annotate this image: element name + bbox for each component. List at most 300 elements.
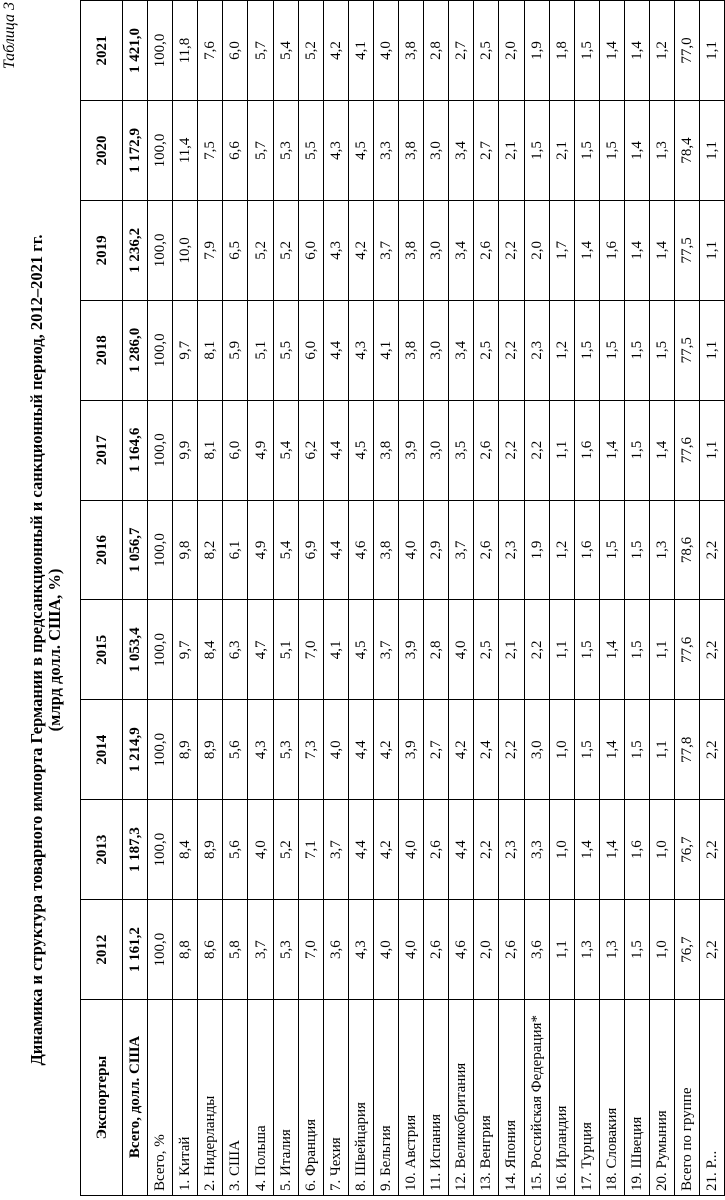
table-cell: 3,7 xyxy=(373,200,398,300)
table-cell: 1,2 xyxy=(649,1,674,101)
table-cell: 3,9 xyxy=(399,700,424,800)
table-cell: 4,2 xyxy=(373,800,398,900)
table-cell: 5,3 xyxy=(273,900,298,1000)
table-cell: 1,4 xyxy=(649,400,674,500)
table-cell: 1,5 xyxy=(624,300,649,400)
year-header: 2019 xyxy=(81,200,123,300)
table-cell: 1,5 xyxy=(574,600,599,700)
table-cell: 8,6 xyxy=(198,900,223,1000)
table-cell: 3,7 xyxy=(323,800,348,900)
table-cell: 3,6 xyxy=(524,900,549,1000)
table-cell: 4,4 xyxy=(348,700,373,800)
table-cell: 8,9 xyxy=(198,800,223,900)
table-cell: 1,1 xyxy=(549,400,574,500)
table-cell: 1 053,4 xyxy=(123,600,148,700)
table-cell: 100,0 xyxy=(148,1,173,101)
row-label: 6. Франция xyxy=(298,1000,323,1196)
table-cell: 1,5 xyxy=(599,100,624,200)
table-cell: 1,1 xyxy=(700,1,725,101)
table-cell: 4,5 xyxy=(348,400,373,500)
table-cell: 3,4 xyxy=(449,200,474,300)
table-cell: 1,5 xyxy=(624,400,649,500)
table-cell: 2,6 xyxy=(499,900,524,1000)
table-row xyxy=(549,1,574,1196)
table-cell: 4,4 xyxy=(348,800,373,900)
table-row xyxy=(173,1,198,1196)
table-cell: 4,3 xyxy=(348,900,373,1000)
table-cell: 5,3 xyxy=(273,100,298,200)
table-cell: 7,1 xyxy=(298,800,323,900)
table-cell: 2,7 xyxy=(424,700,449,800)
row-label: 17. Турция xyxy=(574,1000,599,1196)
table-title xyxy=(28,180,64,1120)
row-label: 19. Швеция xyxy=(624,1000,649,1196)
table-cell: 2,2 xyxy=(700,900,725,1000)
table-cell: 4,0 xyxy=(373,1,398,101)
table-cell: 2,2 xyxy=(524,400,549,500)
table-cell: 4,2 xyxy=(449,700,474,800)
table-cell: 2,2 xyxy=(524,600,549,700)
table-cell: 100,0 xyxy=(148,800,173,900)
row-label: 2. Нидерланды xyxy=(198,1000,223,1196)
table-cell: 1,5 xyxy=(599,500,624,600)
table-cell: 3,0 xyxy=(424,300,449,400)
table-row xyxy=(474,1,499,1196)
table-cell: 5,7 xyxy=(248,1,273,101)
row-label: Всего, % xyxy=(148,1000,173,1196)
table-cell: 5,4 xyxy=(273,1,298,101)
table-cell: 4,4 xyxy=(323,400,348,500)
table-cell: 2,2 xyxy=(499,300,524,400)
table-cell: 1,5 xyxy=(574,700,599,800)
table-cell: 2,5 xyxy=(474,600,499,700)
row-label: 1. Китай xyxy=(173,1000,198,1196)
row-label: Всего, долл. США xyxy=(123,1000,148,1196)
table-cell: 5,2 xyxy=(298,1,323,101)
year-header: 2014 xyxy=(81,700,123,800)
table-cell: 2,3 xyxy=(499,500,524,600)
table-cell: 3,5 xyxy=(449,400,474,500)
table-cell: 1,1 xyxy=(700,200,725,300)
row-label: 8. Швейцария xyxy=(348,1000,373,1196)
table-cell: 2,2 xyxy=(700,700,725,800)
table-cell: 2,3 xyxy=(499,800,524,900)
table-cell: 9,9 xyxy=(173,400,198,500)
table-cell: 2,1 xyxy=(499,600,524,700)
table-cell: 4,3 xyxy=(323,200,348,300)
table-cell: 1,5 xyxy=(624,600,649,700)
cut-off-row xyxy=(700,1,725,1196)
table-cell: 100,0 xyxy=(148,700,173,800)
year-header: 2012 xyxy=(81,900,123,1000)
table-cell: 4,3 xyxy=(323,100,348,200)
table-caption: Таблица 3 xyxy=(1,2,18,70)
table-cell: 77,0 xyxy=(675,1,700,101)
table-cell: 3,7 xyxy=(449,500,474,600)
row-label: 13. Венгрия xyxy=(474,1000,499,1196)
table-cell: 5,6 xyxy=(223,800,248,900)
exporters-header: Экспортеры xyxy=(81,1000,123,1196)
table-cell: 1,3 xyxy=(574,900,599,1000)
table-cell: 10,0 xyxy=(173,200,198,300)
table-cell: 1,0 xyxy=(649,800,674,900)
year-header: 2016 xyxy=(81,500,123,600)
table-cell: 2,2 xyxy=(700,800,725,900)
table-row xyxy=(273,1,298,1196)
import-structure-table xyxy=(80,0,725,1196)
table-cell: 2,2 xyxy=(700,500,725,600)
table-cell: 77,8 xyxy=(675,700,700,800)
table-cell: 1,1 xyxy=(549,900,574,1000)
table-cell: 1 172,9 xyxy=(123,100,148,200)
table-row xyxy=(574,1,599,1196)
row-label: 4. Польша xyxy=(248,1000,273,1196)
year-header: 2021 xyxy=(81,1,123,101)
table-cell: 77,6 xyxy=(675,600,700,700)
table-cell: 3,0 xyxy=(524,700,549,800)
table-cell: 5,4 xyxy=(273,500,298,600)
table-cell: 4,6 xyxy=(348,500,373,600)
table-cell: 1,1 xyxy=(700,100,725,200)
table-cell: 4,1 xyxy=(323,600,348,700)
table-cell: 4,9 xyxy=(248,500,273,600)
table-cell: 1,5 xyxy=(524,100,549,200)
table-cell: 1,5 xyxy=(599,300,624,400)
table-cell: 4,1 xyxy=(373,300,398,400)
table-cell: 6,0 xyxy=(223,400,248,500)
table-cell: 6,0 xyxy=(223,1,248,101)
table-cell: 2,9 xyxy=(424,500,449,600)
table-cell: 4,7 xyxy=(248,600,273,700)
table-cell: 2,8 xyxy=(424,1,449,101)
table-cell: 2,2 xyxy=(700,600,725,700)
table-title-line-2: (млрд долл. США, %) xyxy=(45,568,64,732)
table-cell: 5,2 xyxy=(273,200,298,300)
table-cell: 1,4 xyxy=(599,600,624,700)
table-cell: 4,2 xyxy=(348,200,373,300)
table-cell: 1,5 xyxy=(574,100,599,200)
table-cell: 11,4 xyxy=(173,100,198,200)
table-row xyxy=(499,1,524,1196)
table-cell: 1,5 xyxy=(574,1,599,101)
table-cell: 4,4 xyxy=(323,300,348,400)
table-cell: 1,5 xyxy=(624,700,649,800)
table-cell: 100,0 xyxy=(148,900,173,1000)
table-cell: 78,4 xyxy=(675,100,700,200)
table-row xyxy=(373,1,398,1196)
table-cell: 2,3 xyxy=(524,300,549,400)
table-cell: 9,7 xyxy=(173,600,198,700)
table-cell: 1,1 xyxy=(700,300,725,400)
table-cell: 4,4 xyxy=(323,500,348,600)
row-label: 11. Испания xyxy=(424,1000,449,1196)
table-cell: 4,3 xyxy=(348,300,373,400)
table-cell: 100,0 xyxy=(148,100,173,200)
totals-usd-row xyxy=(123,1,148,1196)
table-cell: 6,6 xyxy=(223,100,248,200)
table-cell: 4,3 xyxy=(248,700,273,800)
table-cell: 100,0 xyxy=(148,500,173,600)
table-cell: 9,7 xyxy=(173,300,198,400)
table-cell: 5,9 xyxy=(223,300,248,400)
table-cell: 3,0 xyxy=(424,400,449,500)
table-cell: 3,7 xyxy=(248,900,273,1000)
table-cell: 6,0 xyxy=(298,300,323,400)
table-cell: 1,5 xyxy=(574,300,599,400)
table-cell: 1,2 xyxy=(549,300,574,400)
table-cell: 2,1 xyxy=(499,100,524,200)
table-cell: 3,8 xyxy=(399,200,424,300)
header-row xyxy=(81,1,123,1196)
table-cell: 5,8 xyxy=(223,900,248,1000)
table-cell: 2,5 xyxy=(474,300,499,400)
table-cell: 1,4 xyxy=(649,200,674,300)
table-cell: 3,3 xyxy=(373,100,398,200)
row-label: 7. Чехия xyxy=(323,1000,348,1196)
table-cell: 76,7 xyxy=(675,900,700,1000)
table-cell: 100,0 xyxy=(148,600,173,700)
table-cell: 7,0 xyxy=(298,600,323,700)
table-cell: 1 236,2 xyxy=(123,200,148,300)
row-label: 15. Российская Федерация* xyxy=(524,1000,549,1196)
table-cell: 1 286,0 xyxy=(123,300,148,400)
table-cell: 2,0 xyxy=(524,200,549,300)
table-cell: 1,0 xyxy=(549,800,574,900)
row-label: 20. Румыния xyxy=(649,1000,674,1196)
table-cell: 1,6 xyxy=(574,400,599,500)
table-row xyxy=(449,1,474,1196)
table-cell: 4,2 xyxy=(323,1,348,101)
table-cell: 4,2 xyxy=(373,700,398,800)
table-cell: 4,5 xyxy=(348,100,373,200)
table-cell: 3,4 xyxy=(449,300,474,400)
table-cell: 100,0 xyxy=(148,300,173,400)
table-cell: 2,2 xyxy=(474,800,499,900)
table-cell: 8,4 xyxy=(173,800,198,900)
table-cell: 2,5 xyxy=(474,1,499,101)
table-row xyxy=(323,1,348,1196)
table-cell: 2,7 xyxy=(449,1,474,101)
table-cell: 1,4 xyxy=(574,200,599,300)
table-cell: 7,3 xyxy=(298,700,323,800)
table-row xyxy=(424,1,449,1196)
table-cell: 4,0 xyxy=(399,500,424,600)
table-cell: 3,8 xyxy=(399,100,424,200)
row-label: 9. Бельгия xyxy=(373,1000,398,1196)
year-header: 2015 xyxy=(81,600,123,700)
table-cell: 2,8 xyxy=(424,600,449,700)
table-cell: 1,7 xyxy=(549,200,574,300)
table-cell: 4,0 xyxy=(373,900,398,1000)
table-cell: 5,7 xyxy=(248,100,273,200)
table-row xyxy=(348,1,373,1196)
table-cell: 8,4 xyxy=(198,600,223,700)
table-cell: 1,4 xyxy=(624,100,649,200)
table-cell: 7,9 xyxy=(198,200,223,300)
table-cell: 1,5 xyxy=(649,300,674,400)
row-label: 16. Ирландия xyxy=(549,1000,574,1196)
table-row xyxy=(248,1,273,1196)
row-label: 12. Великобритания xyxy=(449,1000,474,1196)
table-cell: 3,8 xyxy=(399,1,424,101)
table-cell: 4,0 xyxy=(323,700,348,800)
table-cell: 3,8 xyxy=(373,400,398,500)
table-cell: 78,6 xyxy=(675,500,700,600)
table-cell: 3,0 xyxy=(424,200,449,300)
table-cell: 2,2 xyxy=(499,400,524,500)
year-header: 2020 xyxy=(81,100,123,200)
table-cell: 1,6 xyxy=(574,500,599,600)
table-cell: 100,0 xyxy=(148,200,173,300)
table-cell: 1 161,2 xyxy=(123,900,148,1000)
table-cell: 1,1 xyxy=(649,700,674,800)
table-cell: 1,1 xyxy=(549,600,574,700)
table-cell: 3,4 xyxy=(449,100,474,200)
row-label: 18. Словакия xyxy=(599,1000,624,1196)
table-cell: 9,8 xyxy=(173,500,198,600)
table-row xyxy=(399,1,424,1196)
table-cell: 1,4 xyxy=(599,400,624,500)
table-cell: 4,1 xyxy=(348,1,373,101)
table-cell: 1,3 xyxy=(599,900,624,1000)
table-row xyxy=(198,1,223,1196)
table-cell: 7,0 xyxy=(298,900,323,1000)
table-cell: 11,8 xyxy=(173,1,198,101)
table-row xyxy=(599,1,624,1196)
table-cell: 2,1 xyxy=(549,100,574,200)
table-cell: 5,2 xyxy=(273,800,298,900)
table-cell: 2,4 xyxy=(474,700,499,800)
table-cell: 1,9 xyxy=(524,1,549,101)
table-cell: 1 164,6 xyxy=(123,400,148,500)
table-cell: 2,0 xyxy=(474,900,499,1000)
table-cell: 6,2 xyxy=(298,400,323,500)
table-cell: 2,6 xyxy=(424,900,449,1000)
table-cell: 7,5 xyxy=(198,100,223,200)
table-cell: 2,7 xyxy=(474,100,499,200)
table-cell: 1 214,9 xyxy=(123,700,148,800)
row-label: 10. Австрия xyxy=(399,1000,424,1196)
table-cell: 1,4 xyxy=(599,700,624,800)
table-cell: 7,6 xyxy=(198,1,223,101)
row-label: 5. Италия xyxy=(273,1000,298,1196)
table-cell: 1,5 xyxy=(624,900,649,1000)
table-row xyxy=(298,1,323,1196)
table-cell: 3,9 xyxy=(399,400,424,500)
year-header: 2018 xyxy=(81,300,123,400)
table-cell: 1 056,7 xyxy=(123,500,148,600)
table-cell: 2,6 xyxy=(474,500,499,600)
table-cell: 4,0 xyxy=(248,800,273,900)
table-cell: 8,2 xyxy=(198,500,223,600)
table-cell: 3,8 xyxy=(399,300,424,400)
table-cell: 1,4 xyxy=(624,1,649,101)
table-cell: 4,6 xyxy=(449,900,474,1000)
table-cell: 1 421,0 xyxy=(123,1,148,101)
table-cell: 4,0 xyxy=(399,800,424,900)
row-label: 21. Р... xyxy=(700,1000,725,1196)
table-cell: 6,9 xyxy=(298,500,323,600)
table-cell: 76,7 xyxy=(675,800,700,900)
table-cell: 1,2 xyxy=(549,500,574,600)
table-cell: 1,4 xyxy=(599,800,624,900)
table-cell: 4,0 xyxy=(399,900,424,1000)
table-row xyxy=(524,1,549,1196)
table-cell: 5,1 xyxy=(273,600,298,700)
table-cell: 5,6 xyxy=(223,700,248,800)
table-row xyxy=(649,1,674,1196)
table-cell: 77,5 xyxy=(675,200,700,300)
row-label: Всего по группе xyxy=(675,1000,700,1196)
table-cell: 3,0 xyxy=(424,100,449,200)
table-cell: 5,2 xyxy=(248,200,273,300)
table-cell: 1 187,3 xyxy=(123,800,148,900)
table-cell: 1,0 xyxy=(549,700,574,800)
table-cell: 4,9 xyxy=(248,400,273,500)
table-cell: 1,1 xyxy=(700,400,725,500)
year-header: 2013 xyxy=(81,800,123,900)
table-cell: 3,8 xyxy=(373,500,398,600)
table-cell: 1,6 xyxy=(599,200,624,300)
table-cell: 77,5 xyxy=(675,300,700,400)
table-cell: 4,0 xyxy=(449,600,474,700)
table-cell: 77,6 xyxy=(675,400,700,500)
table-cell: 1,4 xyxy=(599,1,624,101)
table-cell: 5,5 xyxy=(273,300,298,400)
table-cell: 1,4 xyxy=(574,800,599,900)
table-cell: 8,1 xyxy=(198,300,223,400)
table-cell: 6,0 xyxy=(298,200,323,300)
table-cell: 2,2 xyxy=(499,200,524,300)
table-cell: 1,0 xyxy=(649,900,674,1000)
table-cell: 8,8 xyxy=(173,900,198,1000)
table-cell: 4,4 xyxy=(449,800,474,900)
table-cell: 1,1 xyxy=(649,600,674,700)
table-cell: 8,9 xyxy=(173,700,198,800)
table-cell: 1,8 xyxy=(549,1,574,101)
table-row xyxy=(624,1,649,1196)
table-row xyxy=(148,1,173,1196)
table-cell: 3,9 xyxy=(399,600,424,700)
table-cell: 6,3 xyxy=(223,600,248,700)
table-row xyxy=(223,1,248,1196)
table-cell: 2,6 xyxy=(474,200,499,300)
table-cell: 1,3 xyxy=(649,100,674,200)
table-cell: 5,3 xyxy=(273,700,298,800)
table-cell: 6,5 xyxy=(223,200,248,300)
row-label: 3. США xyxy=(223,1000,248,1196)
table-cell: 5,5 xyxy=(298,100,323,200)
table-cell: 100,0 xyxy=(148,400,173,500)
table-cell: 1,6 xyxy=(624,800,649,900)
table-cell: 2,0 xyxy=(499,1,524,101)
table-cell: 5,4 xyxy=(273,400,298,500)
table-cell: 1,3 xyxy=(649,500,674,600)
table-cell: 5,1 xyxy=(248,300,273,400)
table-cell: 1,9 xyxy=(524,500,549,600)
table-cell: 3,7 xyxy=(373,600,398,700)
table-cell: 1,4 xyxy=(624,200,649,300)
table-cell: 2,2 xyxy=(499,700,524,800)
row-label: 14. Япония xyxy=(499,1000,524,1196)
table-cell: 2,6 xyxy=(424,800,449,900)
table-cell: 4,5 xyxy=(348,600,373,700)
table-cell: 3,6 xyxy=(323,900,348,1000)
table-title-line-1: Динамика и структура товарного импорта Германии в предсанкционный и санкционный период, 2012–2021 гг. xyxy=(27,234,46,1066)
table-cell: 2,6 xyxy=(474,400,499,500)
table-cell: 8,9 xyxy=(198,700,223,800)
year-header: 2017 xyxy=(81,400,123,500)
